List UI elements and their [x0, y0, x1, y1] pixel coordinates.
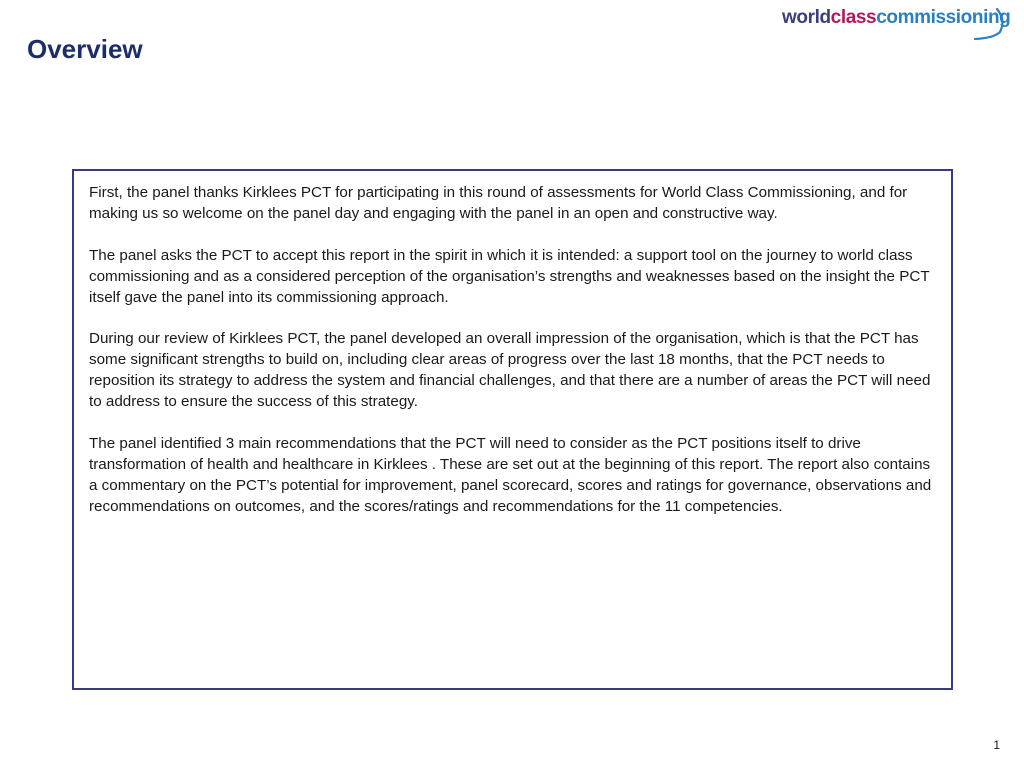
page-number: 1 [993, 738, 1000, 752]
logo-word-commissioning: commissioning [876, 7, 1011, 28]
paragraph-recommendations: The panel identified 3 main recommendations that the PCT will need to consider as the PCT positions itself to drive transformation of health and healthcare in Kirklees . These are set out at the beginning of this report. The report also contains a commentary on the PCT’s potential for improvement, panel scorecard, scores and ratings for governance, observations and recommendations on outcomes, and the scores/ratings and recommendations for the 11 competencies. [89, 434, 932, 515]
logo-word-class: class [830, 7, 877, 28]
paragraph-report-spirit: The panel asks the PCT to accept this report in the spirit in which it is intended: a support tool on the journey to world class commissioning and as a considered perception of the organisation’s strengths and weaknesses based on the insight the PCT itself gave the panel into its commissioning approach. [89, 246, 930, 306]
logo-swoosh-icon [780, 4, 1010, 44]
paragraph-overall-impression: During our review of Kirklees PCT, the panel developed an overall impression of the organisation, which is that the PCT has some significant strengths to build on, including clear areas of progress over the last 18 months, that the PCT needs to reposition its strategy to address the system and financial challenges, and that there are a number of areas the PCT will need to address to ensure the success of this strategy. [89, 330, 931, 411]
paragraph-thanks: First, the panel thanks Kirklees PCT for participating in this round of assessments for World Class Commissioning, and for making us so welcome on the panel day and engaging with the panel in an open and constructive way. [89, 184, 908, 222]
logo-word-world: world [782, 7, 831, 28]
overview-body [89, 183, 941, 538]
overview-text-box [72, 169, 953, 690]
page-title: Overview [27, 34, 143, 64]
world-class-commissioning-logo [780, 4, 1010, 44]
